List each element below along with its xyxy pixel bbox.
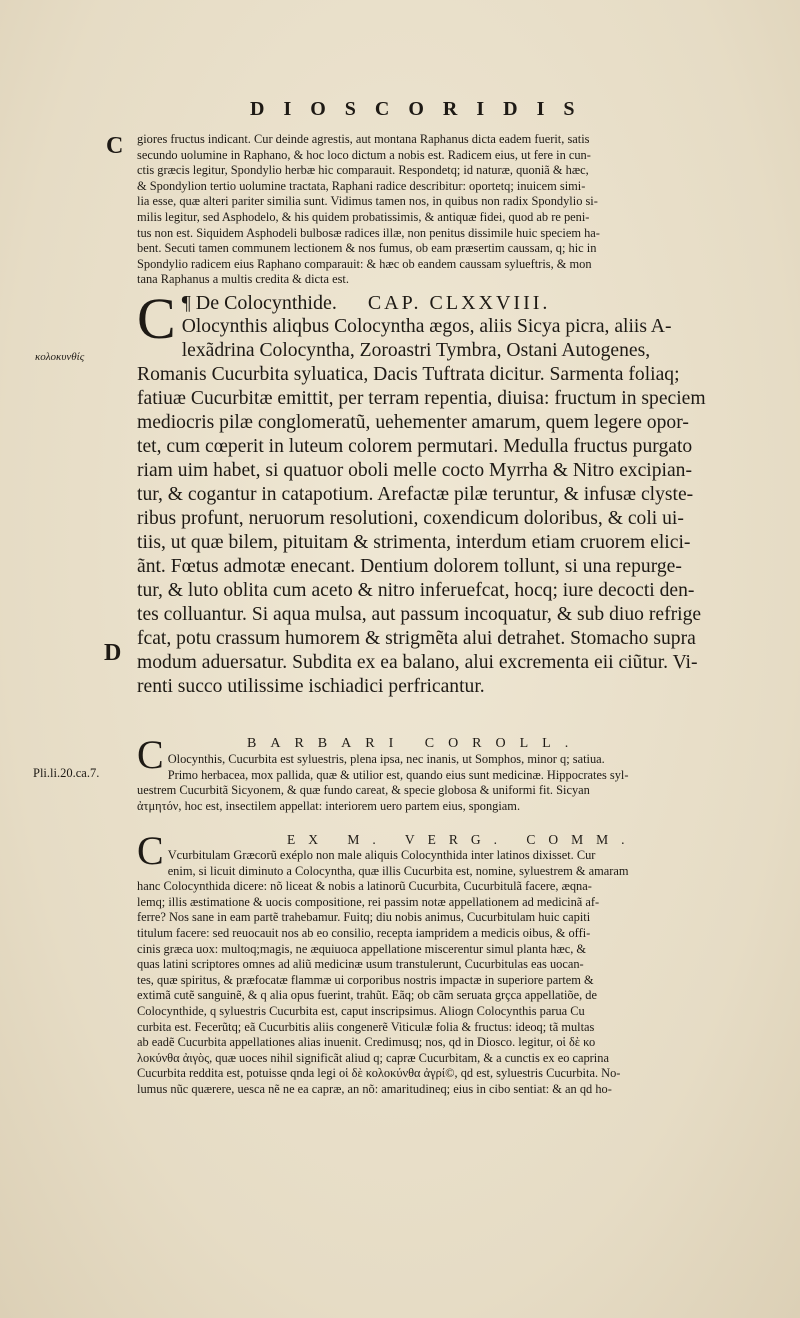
text-line: curbita est. Fecerũtq; eã Cucurbitis aliis congenerẽ Viticulæ folia & fructus: ideoq; tã multas (137, 1019, 595, 1034)
text-line: extimã cutẽ sanguinẽ, & q alia opus fuerint, trahũt. Eãq; ob cãm seruata grçca appellatiõe, de (137, 988, 597, 1003)
text-line: ctis græcis legitur, Spondylio herbæ hic comparauit. Respondetq; id naturæ, quoniã & hæc, (137, 163, 589, 178)
text-line: tur, & luto oblita cum aceto & nitro inferuefcat, hocq; iure decocti den- (137, 580, 695, 601)
text-line: mediocris pilæ conglomeratũ, uehementer amarum, quem legere opor- (137, 412, 689, 433)
text-line: tes, quæ spiritus, & præfocatæ flammæ ui corporibus nostris impactæ in superiore partem & (137, 972, 594, 987)
margin-pliny-reference: Pli.li.20.ca.7. (33, 766, 100, 780)
text-line: ἀτμητόν, hoc est, insectilem appellat: interiorem uero partem eius, spongiam. (137, 798, 521, 813)
text-line: fatiuæ Cucurbitæ emittit, per terram repentia, diuisa: fructum in speciem (137, 388, 706, 409)
text-line: Primo herbacea, mox pallida, quæ & utilior est, quando eius sunt medicinæ. Hippocrates syl- (167, 767, 629, 782)
text-line: titulum facere: sed reuocauit nos ab eo consilio, recepta iampridem a medicis oibus, & offi- (137, 925, 591, 940)
text-line: quas latini scriptores omnes ad aliũ medicinæ usum transtulerunt, Cucurbitulas eas uocan- (137, 957, 584, 972)
text-line: tes colluantur. Si aqua mulsa, aut passum incoquatur, & sub diuo refrige (137, 604, 702, 625)
drop-cap: C (137, 732, 164, 777)
text-line: lexãdrina Colocyntha, Zoroastri Tymbra, Ostani Autogenes, (181, 340, 651, 361)
barbari-corollarium (137, 732, 767, 814)
text-line: fcat, potu crassum humorem & strigmẽta alui detrahet. Stomacho supra (137, 628, 696, 649)
text-line: cinis græca uox: multoq;magis, ne æquiuoca appellatione miscerentur simul planta hæc, & (137, 941, 587, 956)
text-line: tana Raphanus a multis credita & dicta est. (137, 272, 349, 287)
text-line: λοκύνθα ἀιγὸς, quæ uoces nihil significãt aliud q; capræ Cucurbitam, & a cunctis ex eo caprina (137, 1050, 609, 1065)
text-line: Vcurbitulam Græcorũ exéplo non male aliquis Colocynthida inter latinos dixisset. Cur (167, 848, 596, 862)
drop-cap: C (137, 828, 164, 873)
text-line: lia esse, quæ alteri pariter similia sunt. Vidimus tamen nos, in quibus non radix Spondylio si- (137, 194, 598, 209)
text-line: tet, cum cœperit in luteum colorem permutari. Medulla fructus purgato (137, 436, 693, 457)
drop-cap: C (137, 286, 176, 351)
text-line: ferre? Nos sane in eam partẽ trahebamur. Fuitq; diu nobis animus, Cucurbitulam huic capiti (137, 910, 591, 925)
text-line: secundo uolumine in Raphano, & hoc loco dictum a nobis est. Radicem eius, ut fere in cun- (137, 147, 591, 162)
text-line: Spondylio radicem eius Raphano comparauit: & hæc ob eandem caussam sylueftris, & mon (137, 256, 592, 271)
text-line: hanc Colocynthida dicere: nõ liceat & nobis a latinorũ Cucurbita, Cucurbitulã facere, æqna- (137, 879, 592, 894)
text-line: Olocynthis, Cucurbita est syluestris, plena ipsa, nec inanis, ut Somphos, minor q; satiua. (167, 752, 605, 766)
text-line: lumus nũc quærere, uesca nẽ ne ea capræ, an nõ: amaritudineq; eius in cibo sentiat: & an qd ho- (137, 1081, 612, 1096)
text-line: tus non est. Siquidem Asphodeli bulbosæ radices illæ, non penitus dissimile huic speciem ha- (137, 225, 600, 240)
text-line: Romanis Cucurbita syluatica, Dacis Tuftrata dicitur. Sarmenta foliaq; (137, 364, 680, 385)
text-line: modum aduersatur. Subdita ex ea balano, alui excrementa eii ciũtur. Vi- (137, 652, 698, 673)
text-line: giores fructus indicant. Cur deinde agrestis, aut montana Raphanus dicta eadem fuerit, satis (137, 132, 590, 146)
text-line: ribus profunt, neruorum resolutioni, coxendicum doloribus, & coli ui- (137, 508, 684, 529)
chapter-title: ¶ De Colocynthide. (181, 292, 337, 314)
text-line: uestrem Cucurbitã Sicyonem, & quæ fundo careat, & specie globosa & uniformi fit. Sicyan (137, 783, 590, 798)
chapter-colocynthis (137, 286, 767, 699)
top-passage (137, 132, 767, 288)
text-line: milis legitur, sed Asphodelo, & his quidem probatissimis, & antiquæ fidei, quod ab re peni- (137, 209, 590, 224)
text-line: tiis, ut quæ bilem, pituitam & strimenta, interdum etiam cruorem elici- (137, 532, 691, 553)
text-line: lemq; illis æstimatione & uocis compositione, rei passim notæ appellationem ad medicinã af- (137, 894, 600, 909)
section-title: EX M. VERG. COMM. (287, 832, 638, 847)
chapter-heading (137, 292, 767, 315)
text-line: & Spondylion tertio uolumine tractata, Raphani radice describitur: oportetq; inuicem simi- (137, 178, 586, 193)
vergilius-commentary (137, 828, 767, 1098)
text-line: Olocynthis aliqbus Colocyntha ægos, aliis Sicya picra, aliis A- (181, 316, 672, 337)
margin-letter-d: D (104, 640, 122, 666)
chapter-number: CAP. CLXXVIII. (367, 292, 551, 314)
text-line: Cucurbita reddita est, potuisse qnda legi οἱ δὲ κολοκύνθα ἀγρί©, qd est, syluestris Cucurbita. No- (137, 1066, 621, 1081)
text-line: tur, & cogantur in catapotium. Arefactæ pilæ teruntur, & infusæ clyste- (137, 484, 694, 505)
margin-letter-c: C (106, 133, 124, 159)
text-line: enim, si licuit diminuto a Colocyntha, quæ illis Cucurbita est, nomine, syluestrem & amaram (167, 863, 629, 878)
text-line: renti succo utilissime ischiadici perfricantur. (137, 676, 485, 697)
running-title: DIOSCORIDIS (250, 98, 594, 120)
text-line: bent. Secuti tamen communem lectionem & nos fumus, ob eam præsertim caussam, q; hic in (137, 241, 597, 256)
text-line: Colocynthide, q syluestris Cucurbita est, caput inscripsimus. Aliogn Colocynthis parua Cu (137, 1003, 585, 1018)
section-title: BARBARI COROLL. (247, 736, 583, 751)
margin-greek-note: κολοκυνθίς (35, 351, 85, 363)
text-line: ab eadẽ Cucurbita appellationes alias inuenit. Credimusq; nos, qd in Diosco. legitur, οἱ δὲ κο (137, 1035, 596, 1050)
text-line: riam uim habet, si quatuor oboli melle cocto Myrrha & Nitro excipian- (137, 460, 693, 481)
text-line: ãnt. Fœtus admotæ enecant. Dentium dolorem tollunt, si una repurge- (137, 556, 682, 577)
